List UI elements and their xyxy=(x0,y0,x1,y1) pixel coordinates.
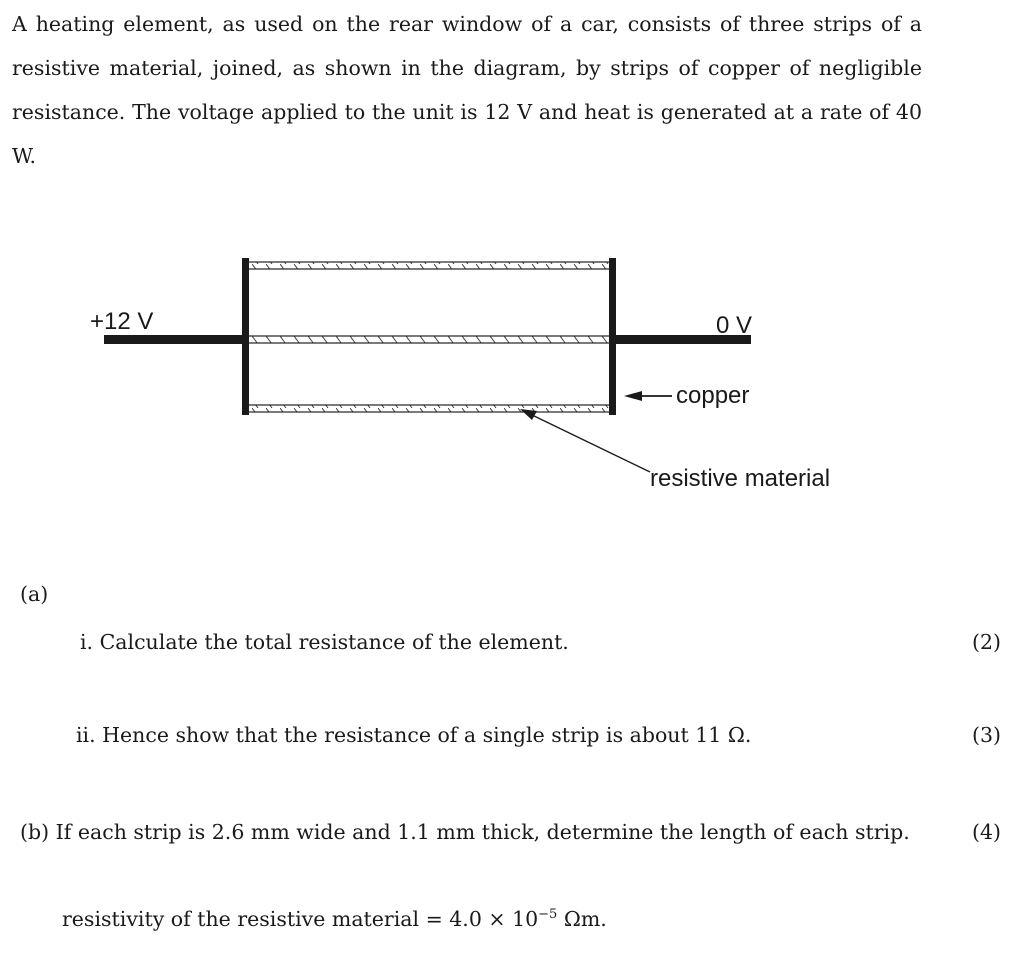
resistive-strip-middle xyxy=(248,336,610,343)
question-a-i-number: i. xyxy=(80,630,94,654)
marks-b: (4) xyxy=(972,820,1002,844)
copper-arrow xyxy=(624,391,672,401)
question-a-ii xyxy=(76,723,751,747)
part-b-label: (b) xyxy=(20,820,50,844)
resistivity-statement xyxy=(62,907,607,931)
question-a-i xyxy=(80,630,569,654)
resistive-arrow xyxy=(520,409,650,472)
label-positive-voltage: +12 V xyxy=(90,308,154,335)
question-a-i-text: Calculate the total resistance of the element. xyxy=(99,630,569,654)
resistivity-exponent: −5 xyxy=(538,907,558,923)
question-b xyxy=(20,820,910,844)
lead-positive xyxy=(104,335,244,344)
marks-a-ii: (3) xyxy=(972,723,1002,747)
resistivity-suffix: Ωm. xyxy=(557,907,607,931)
label-zero-voltage: 0 V xyxy=(716,312,753,339)
intro-line-3: resistance. The voltage applied to the unit is 12 V and heat is generated at a rate of 40 xyxy=(12,100,922,124)
label-copper: copper xyxy=(676,382,750,409)
resistivity-prefix: resistivity of the resistive material = 4.0 × 10 xyxy=(62,907,539,931)
question-b-text: If each strip is 2.6 mm wide and 1.1 mm thick, determine the length of each strip. xyxy=(55,820,910,844)
label-resistive-material: resistive material xyxy=(650,465,831,492)
question-a-ii-text: Hence show that the resistance of a single strip is about 11 Ω. xyxy=(102,723,752,747)
marks-a-i: (2) xyxy=(972,630,1002,654)
question-a-ii-number: ii. xyxy=(76,723,96,747)
intro-line-1: A heating element, as used on the rear window of a car, consists of three strips of a xyxy=(12,12,922,36)
intro-line-2: resistive material, joined, as shown in the diagram, by strips of copper of negligible xyxy=(12,56,922,80)
intro-line-4: W. xyxy=(12,144,37,168)
resistive-strip-bottom xyxy=(248,405,610,412)
resistive-strip-top xyxy=(248,262,610,269)
part-a-label: (a) xyxy=(20,582,49,606)
